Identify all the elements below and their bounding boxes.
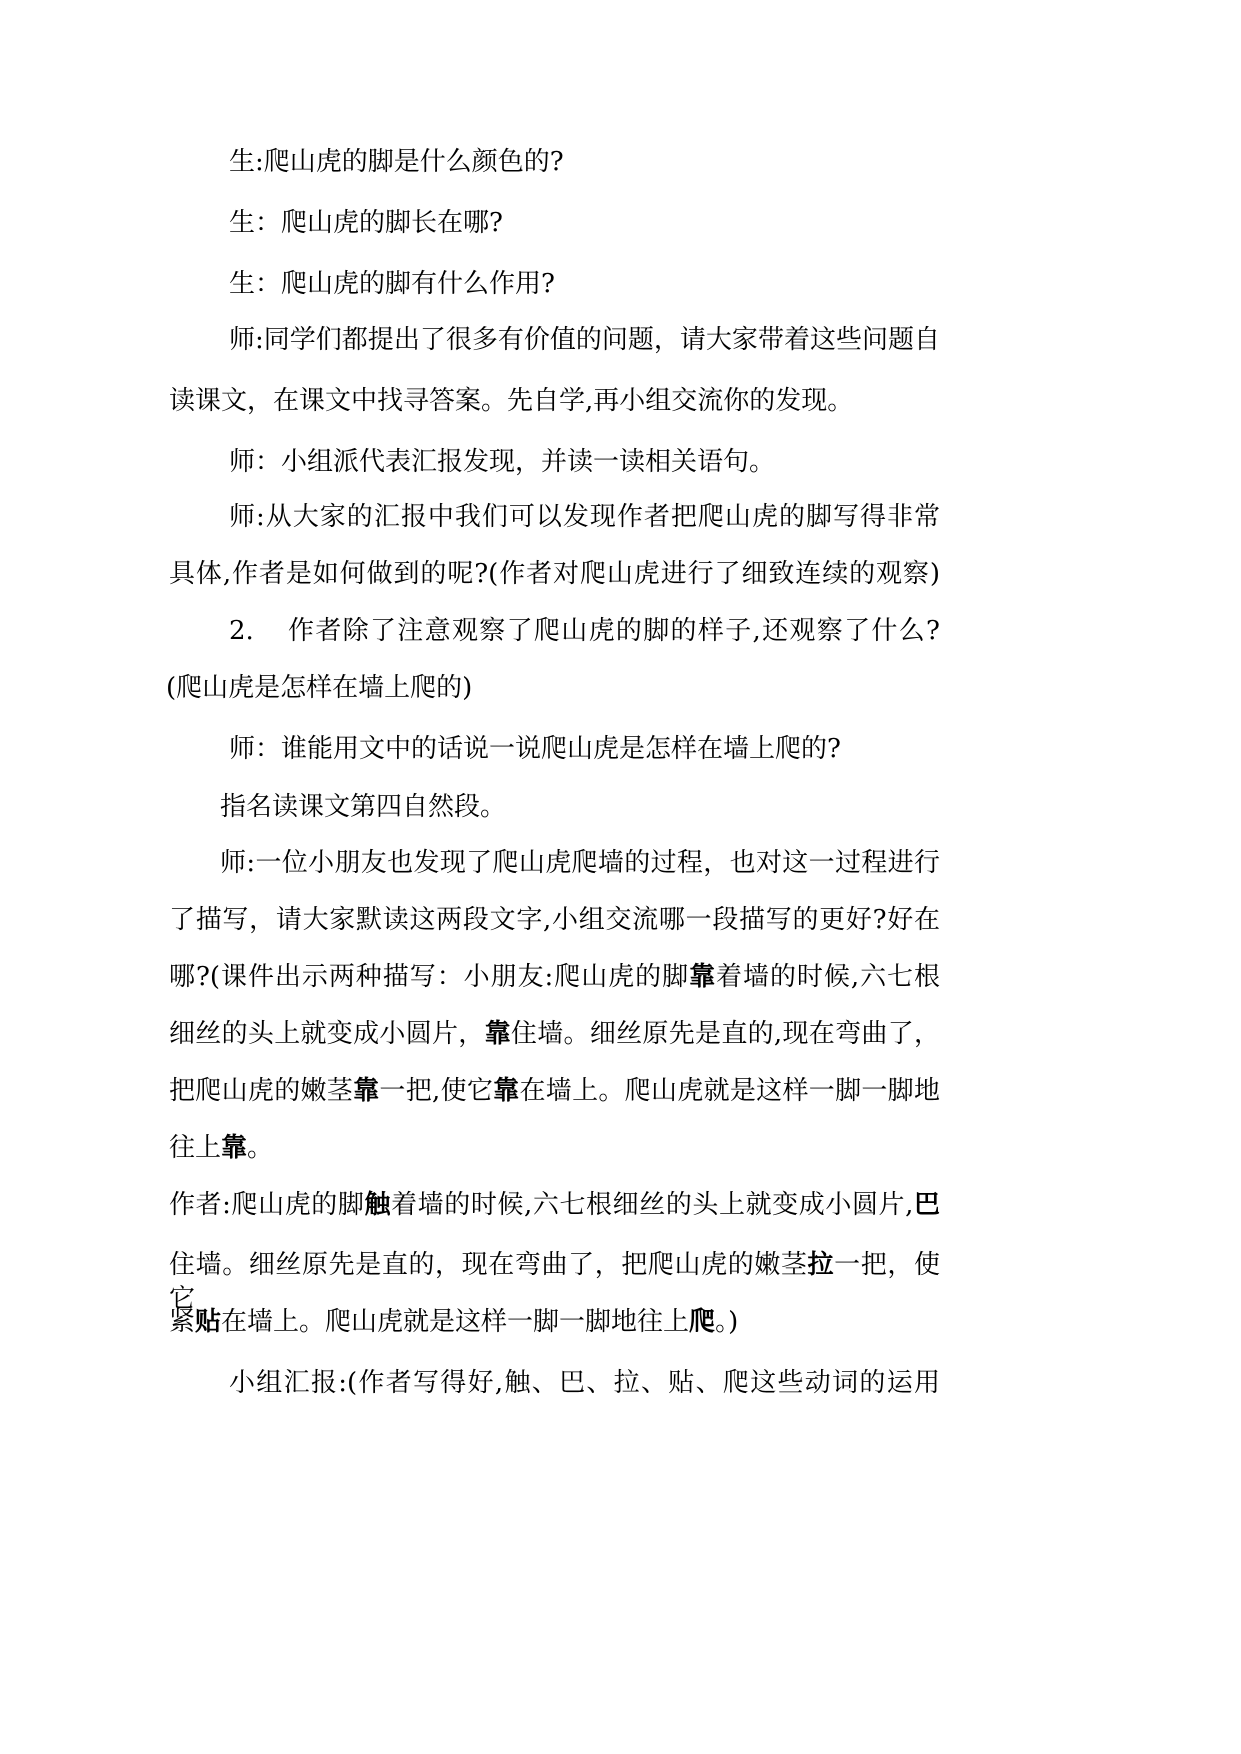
paragraph-line [169,1074,940,1108]
emphasized-verb: 靠 [689,962,717,992]
text-run: 着墙的时候,六七根细丝的头上就变成小圆片, [391,1190,914,1220]
text-run: 把爬山虎的嫩茎 [169,1076,354,1106]
paragraph-line [169,1131,273,1165]
paragraph-line: 师：谁能用文中的话说一说爬山虎是怎样在墙上爬的? [229,734,841,764]
paragraph-line: 师：小组派代表汇报发现，并读一读相关语句。 [229,447,776,477]
text-run: 。 [247,1133,274,1163]
text-run: 哪?(课件出示两种描写：小朋友:爬山虎的脚 [169,962,690,992]
emphasized-verb: 靠 [221,1133,248,1163]
paragraph-line: 读课文，在课文中找寻答案。先自学,再小组交流你的发现。 [169,386,854,416]
paragraph-line [169,1305,738,1339]
text-run: 在墙上。爬山虎就是这样一脚一脚地往上 [221,1307,690,1337]
text-run: 细丝的头上就变成小圆片， [169,1019,485,1049]
list-number: 2. [229,616,254,646]
paragraph-line: 作者除了注意观察了爬山虎的脚的样子,还观察了什么? [288,616,940,646]
text-run: 。) [715,1307,739,1337]
emphasized-verb: 靠 [493,1076,520,1106]
paragraph-line: 师:一位小朋友也发现了爬山虎爬墙的过程，也对这一过程进行 [220,848,940,878]
text-run: 往上 [169,1133,222,1163]
text-run: 作者:爬山虎的脚 [169,1190,365,1220]
text-run: 着墙的时候,六七根 [716,962,941,992]
paragraph-line: 小组汇报:(作者写得好,触、巴、拉、贴、爬这些动词的运用 [229,1368,940,1398]
emphasized-verb: 触 [364,1190,392,1220]
paragraph-line [169,1017,940,1051]
emphasized-verb: 靠 [353,1076,380,1106]
paragraph-line [169,960,940,994]
paragraph-line: 了描写，请大家默读这两段文字,小组交流哪一段描写的更好?好在 [169,905,940,935]
paragraph-line: 具体,作者是如何做到的呢?(作者对爬山虎进行了细致连续的观察) [169,559,940,589]
text-run: 一把，使它 [169,1250,940,1314]
paragraph-line: (爬山虎是怎样在墙上爬的) [166,673,473,703]
emphasized-verb: 靠 [484,1019,511,1049]
paragraph-line [169,1188,940,1222]
paragraph-line: 师:同学们都提出了很多有价值的问题，请大家带着这些问题自 [229,325,940,355]
paragraph-line: 生:爬山虎的脚是什么颜色的? [229,147,564,177]
text-run: 住墙。细丝原先是直的，现在弯曲了，把爬山虎的嫩茎 [169,1250,808,1280]
text-run: 一把,使它 [379,1076,494,1106]
emphasized-verb: 贴 [195,1307,222,1337]
emphasized-verb: 拉 [807,1250,835,1280]
emphasized-verb: 巴 [913,1190,940,1220]
text-run: 在墙上。爬山虎就是这样一脚一脚地 [519,1076,940,1106]
paragraph-line: 生：爬山虎的脚有什么作用? [229,269,555,299]
paragraph-line: 生：爬山虎的脚长在哪? [229,208,503,238]
paragraph-line: 指名读课文第四自然段。 [220,792,507,822]
text-run: 紧 [169,1307,196,1337]
emphasized-verb: 爬 [689,1307,716,1337]
paragraph-line: 师:从大家的汇报中我们可以发现作者把爬山虎的脚写得非常 [229,502,940,532]
text-run: 住墙。细丝原先是直的,现在弯曲了， [510,1019,940,1049]
